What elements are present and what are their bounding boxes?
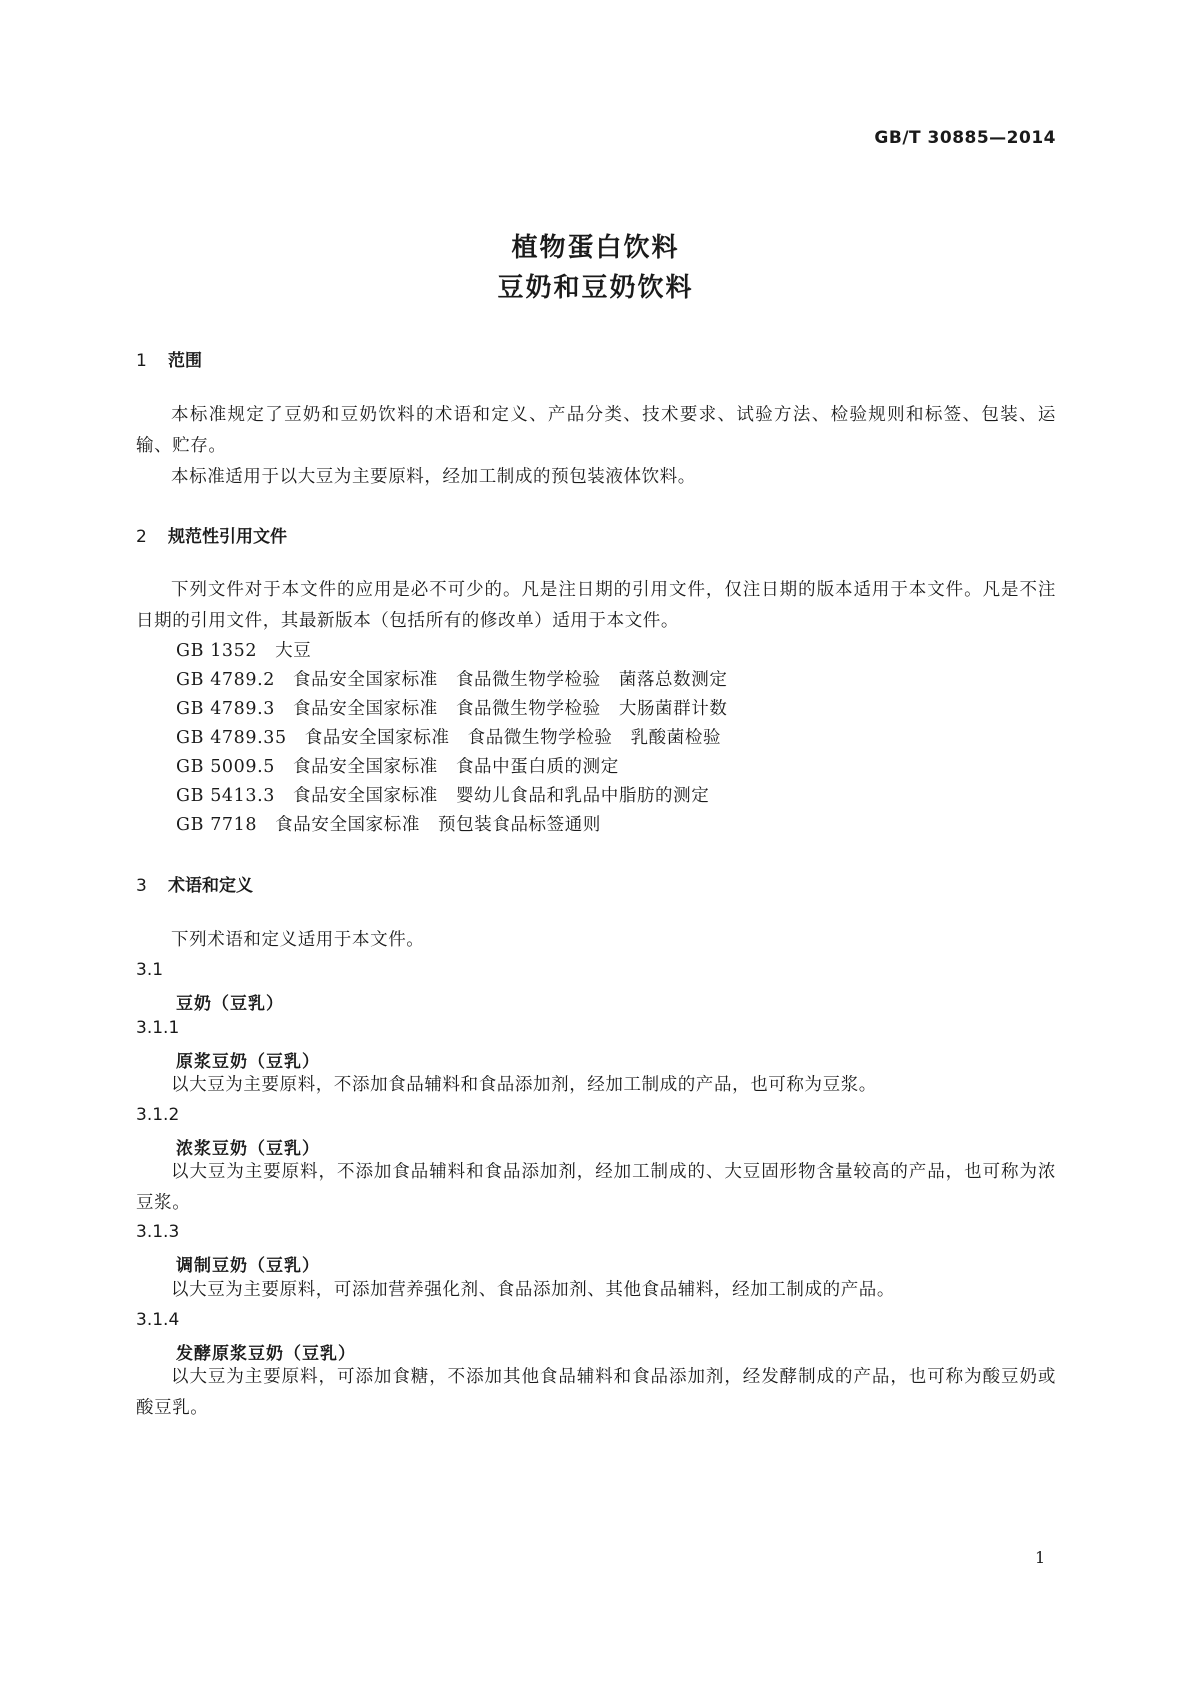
title-line-2: 豆奶和豆奶饮料: [497, 273, 694, 303]
reference-title: 大豆: [275, 641, 312, 661]
paragraph: 下列术语和定义适用于本文件。: [171, 930, 425, 950]
reference-code: GB 4789.2: [176, 670, 276, 690]
reference-title: 食品安全国家标准 预包装食品标签通则: [275, 815, 601, 835]
reference-item: [176, 666, 727, 691]
reference-code: GB 4789.3: [176, 699, 276, 719]
title-line-1: 植物蛋白饮料: [511, 233, 680, 263]
section-heading-scope: [136, 346, 202, 371]
term-number: 3.1.2: [136, 1105, 180, 1125]
section-title: 规范性引用文件: [168, 527, 287, 547]
term-name: 发酵原浆豆奶（豆乳）: [176, 1344, 356, 1364]
reference-item: [176, 782, 709, 807]
term-number: 3.1.4: [136, 1310, 180, 1330]
section-heading-normative-references: [136, 522, 287, 547]
section-number: 3: [136, 876, 147, 896]
term-name: 豆奶（豆乳）: [176, 994, 284, 1014]
paragraph: 本标准适用于以大豆为主要原料，经加工制成的预包装液体饮料。: [171, 467, 696, 487]
reference-title: 食品安全国家标准 食品微生物学检验 菌落总数测定: [293, 670, 728, 690]
reference-code: GB 1352: [176, 641, 258, 661]
section-title: 术语和定义: [168, 876, 253, 896]
reference-title: 食品安全国家标准 食品微生物学检验 乳酸菌检验: [304, 728, 722, 748]
reference-item: [176, 811, 601, 836]
term-definition: 以大豆为主要原料，不添加食品辅料和食品添加剂，经加工制成的、大豆固形物含量较高的产品，也可称为浓豆浆。: [136, 1162, 1056, 1213]
reference-code: GB 5009.5: [176, 757, 276, 777]
standard-code: GB/T 30885—2014: [874, 128, 1056, 148]
reference-item: [176, 724, 721, 749]
reference-code: GB 4789.35: [176, 728, 287, 748]
reference-item: [176, 753, 619, 778]
reference-item: [176, 695, 727, 720]
term-name: 浓浆豆奶（豆乳）: [176, 1139, 320, 1159]
page-number: 1: [1035, 1548, 1046, 1567]
term-number: 3.1.3: [136, 1222, 180, 1242]
reference-title: 食品安全国家标准 食品中蛋白质的测定: [293, 757, 619, 777]
reference-item: [176, 637, 311, 662]
paragraph: 下列文件对于本文件的应用是必不可少的。凡是注日期的引用文件，仅注日期的版本适用于本文件。凡是不注日期的引用文件，其最新版本（包括所有的修改单）适用于本文件。: [136, 580, 1056, 631]
document-title: [0, 228, 1191, 308]
reference-title: 食品安全国家标准 食品微生物学检验 大肠菌群计数: [293, 699, 728, 719]
term-definition: 以大豆为主要原料，不添加食品辅料和食品添加剂，经加工制成的产品，也可称为豆浆。: [171, 1075, 877, 1095]
term-definition: 以大豆为主要原料，可添加营养强化剂、食品添加剂、其他食品辅料，经加工制成的产品。: [171, 1280, 895, 1300]
section-number: 1: [136, 351, 147, 371]
reference-title: 食品安全国家标准 婴幼儿食品和乳品中脂肪的测定: [293, 786, 710, 806]
paragraph: 本标准规定了豆奶和豆奶饮料的术语和定义、产品分类、技术要求、试验方法、检验规则和标签、包装、运输、贮存。: [136, 405, 1056, 456]
section-number: 2: [136, 527, 147, 547]
term-number: 3.1.1: [136, 1018, 180, 1038]
term-number: 3.1: [136, 960, 164, 980]
reference-code: GB 5413.3: [176, 786, 276, 806]
term-name: 原浆豆奶（豆乳）: [176, 1052, 320, 1072]
term-name: 调制豆奶（豆乳）: [176, 1256, 320, 1276]
section-title: 范围: [168, 351, 202, 371]
term-definition: 以大豆为主要原料，可添加食糖，不添加其他食品辅料和食品添加剂，经发酵制成的产品，也可称为酸豆奶或酸豆乳。: [136, 1367, 1056, 1418]
reference-code: GB 7718: [176, 815, 258, 835]
section-heading-terms-definitions: [136, 871, 253, 896]
